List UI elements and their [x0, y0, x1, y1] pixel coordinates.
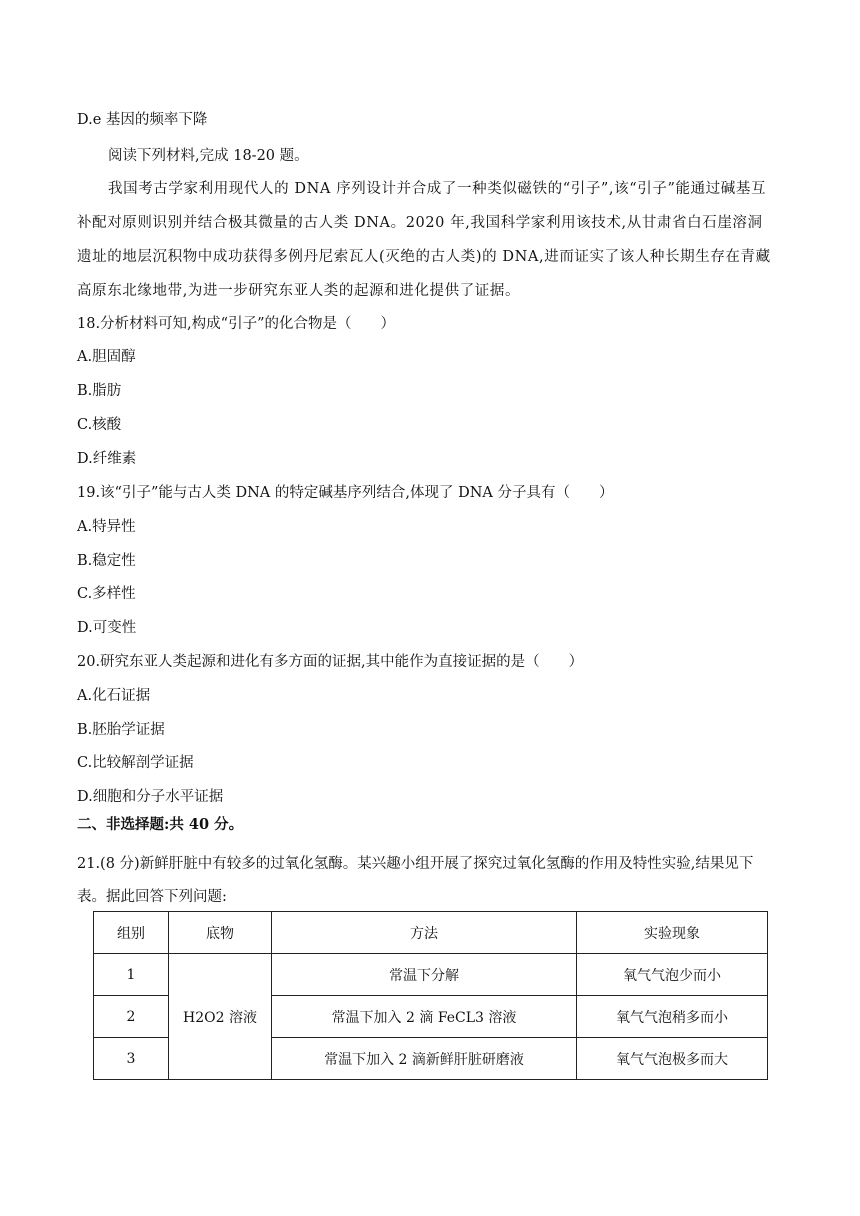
q18-stem: 18.分析材料可知,构成“引子”的化合物是（ ）	[77, 316, 395, 332]
q20-option-d: D.细胞和分子水平证据	[77, 789, 224, 805]
q20-option-c: C.比较解剖学证据	[77, 755, 194, 771]
q20-option-a: A.化石证据	[77, 688, 151, 704]
q17-option-d: D.e 基因的频率下降	[77, 112, 208, 128]
q18-option-d: D.纤维素	[77, 451, 137, 467]
q19-option-b: B.稳定性	[77, 553, 136, 569]
group-cell: 3	[94, 1038, 169, 1080]
q19-option-a: A.特异性	[77, 519, 136, 535]
reading-intro: 阅读下列材料,完成 18-20 题。	[108, 148, 309, 164]
q21-stem: 21.(8 分)新鲜肝脏中有较多的过氧化氢酶。某兴趣小组开展了探究过氧化氢酶的作用及特性实验,结果见下表。据此回答下列问题:	[77, 856, 754, 905]
q19-stem: 19.该“引子”能与古人类 DNA 的特定碱基序列结合,体现了 DNA 分子具有（ ）	[77, 485, 614, 501]
result-cell: 氧气气泡稍多而小	[577, 996, 768, 1038]
table-header: 实验现象	[577, 912, 768, 954]
q18-option-a: A.胆固醇	[77, 349, 136, 365]
result-cell: 氧气气泡极多而大	[577, 1038, 768, 1080]
substrate-cell: H2O2 溶液	[169, 954, 272, 1080]
group-cell: 2	[94, 996, 169, 1038]
q19-option-d: D.可变性	[77, 620, 137, 636]
table-row	[94, 954, 768, 996]
group-cell: 1	[94, 954, 169, 996]
table-header: 方法	[272, 912, 577, 954]
q20-stem: 20.研究东亚人类起源和进化有多方面的证据,其中能作为直接证据的是（ ）	[77, 654, 584, 670]
method-cell: 常温下加入 2 滴新鲜肝脏研磨液	[272, 1038, 577, 1080]
table-header: 组别	[94, 912, 169, 954]
method-cell: 常温下分解	[272, 954, 577, 996]
method-cell: 常温下加入 2 滴 FeCL3 溶液	[272, 996, 577, 1038]
q19-option-c: C.多样性	[77, 586, 136, 602]
reading-material: 我国考古学家利用现代人的 DNA 序列设计并合成了一种类似磁铁的“引子”,该“引子”能通过碱基互补配对原则识别并结合极其微量的古人类 DNA。2020 年,我国科学家利用该技术,从甘肃省白石崖溶洞遗址的地层沉积物中成功获得多例丹尼索瓦人(灭绝的古人类)的 DNA,进而证实了该人种长期生存在青藏高原东北缘地带,为进一步研究东亚人类的起源和进化提供了证据。	[77, 181, 771, 299]
table-header-row	[94, 912, 768, 954]
q18-option-b: B.脂肪	[77, 383, 122, 399]
q20-option-b: B.胚胎学证据	[77, 722, 165, 738]
experiment-table	[93, 911, 768, 1080]
result-cell: 氧气气泡少而小	[577, 954, 768, 996]
section-heading: 二、非选择题:共 40 分。	[77, 816, 244, 833]
table-header: 底物	[169, 912, 272, 954]
q18-option-c: C.核酸	[77, 417, 122, 433]
